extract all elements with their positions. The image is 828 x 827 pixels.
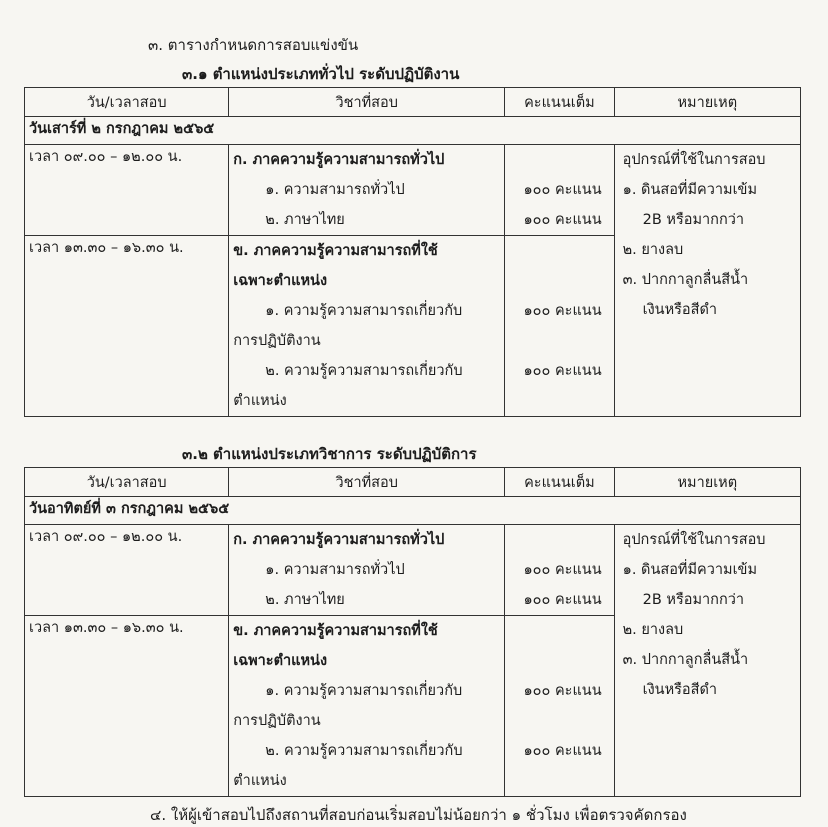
- score-work-knowledge: ๑๐๐ คะแนน: [523, 303, 602, 319]
- remarks-cell: [614, 525, 800, 797]
- part-a-title: ก. ภาคความรู้ความสามารถทั่วไป: [233, 532, 445, 548]
- afternoon-time: เวลา ๑๓.๓๐ – ๑๖.๓๐ น.: [25, 616, 229, 797]
- day-row: [25, 117, 801, 145]
- score-work-knowledge: ๑๐๐ คะแนน: [523, 683, 602, 699]
- remark-pen: ๓. ปากกาลูกลื่นสีน้ำ: [622, 272, 749, 288]
- afternoon-subjects: [229, 616, 505, 797]
- morning-slot-row: [25, 525, 801, 616]
- subject-thai: ๒. ภาษาไทย: [265, 592, 345, 608]
- subject-general-ability: ๑. ความสามารถทั่วไป: [265, 182, 405, 198]
- part-b-title: ข. ภาคความรู้ความสามารถที่ใช้: [233, 623, 438, 639]
- part-b-title: ข. ภาคความรู้ความสามารถที่ใช้: [233, 243, 438, 259]
- section-4-text: ๔. ให้ผู้เข้าสอบไปถึงสถานที่สอบก่อนเริ่มสอบไม่น้อยกว่า ๑ ชั่วโมง เพื่อตรวจคัดกรอง: [150, 806, 687, 824]
- schedule-table-1: [24, 87, 801, 417]
- part-b-title-cont: เฉพาะตำแหน่ง: [233, 273, 328, 289]
- afternoon-scores: [505, 616, 615, 797]
- remarks-title: อุปกรณ์ที่ใช้ในการสอบ: [622, 152, 766, 168]
- header-remarks: หมายเหตุ: [614, 88, 800, 117]
- subject-thai: ๒. ภาษาไทย: [265, 212, 345, 228]
- score-general-ability: ๑๐๐ คะแนน: [523, 562, 602, 578]
- remark-pencil: ๑. ดินสอที่มีความเข้ม: [622, 562, 758, 578]
- morning-time: เวลา ๐๙.๐๐ – ๑๒.๐๐ น.: [25, 145, 229, 236]
- subject-work-knowledge-cont: การปฏิบัติงาน: [233, 333, 321, 349]
- afternoon-scores: [505, 236, 615, 417]
- part-a-title: ก. ภาคความรู้ความสามารถทั่วไป: [233, 152, 445, 168]
- subject-work-knowledge: ๑. ความรู้ความสามารถเกี่ยวกับ: [265, 683, 463, 699]
- part-b-title-cont: เฉพาะตำแหน่ง: [233, 653, 328, 669]
- remark-pen-cont: เงินหรือสีดำ: [642, 302, 718, 318]
- score-general-ability: ๑๐๐ คะแนน: [523, 182, 602, 198]
- remark-eraser: ๒. ยางลบ: [622, 622, 684, 638]
- exam-day: วันอาทิตย์ที่ ๓ กรกฎาคม ๒๕๖๕: [25, 497, 801, 525]
- morning-scores: [505, 145, 615, 236]
- header-subject: วิชาที่สอบ: [229, 88, 505, 117]
- header-full-score: คะแนนเต็ม: [505, 468, 615, 497]
- remark-eraser: ๒. ยางลบ: [622, 242, 684, 258]
- table-2-caption: ๓.๒ ตำแหน่งประเภทวิชาการ ระดับปฏิบัติการ: [182, 445, 477, 463]
- remark-pencil-cont: 2B หรือมากกว่า: [642, 592, 745, 608]
- score-position-knowledge: ๑๐๐ คะแนน: [523, 363, 602, 379]
- morning-subjects: [229, 145, 505, 236]
- morning-scores: [505, 525, 615, 616]
- header-date-time: วัน/เวลาสอบ: [25, 88, 229, 117]
- header-remarks: หมายเหตุ: [614, 468, 800, 497]
- subject-work-knowledge: ๑. ความรู้ความสามารถเกี่ยวกับ: [265, 303, 463, 319]
- remark-pencil: ๑. ดินสอที่มีความเข้ม: [622, 182, 758, 198]
- subject-position-knowledge-cont: ตำแหน่ง: [233, 773, 287, 789]
- morning-time: เวลา ๐๙.๐๐ – ๑๒.๐๐ น.: [25, 525, 229, 616]
- morning-slot-row: [25, 145, 801, 236]
- afternoon-subjects: [229, 236, 505, 417]
- subject-position-knowledge: ๒. ความรู้ความสามารถเกี่ยวกับ: [265, 363, 463, 379]
- remarks-title: อุปกรณ์ที่ใช้ในการสอบ: [622, 532, 766, 548]
- remark-pencil-cont: 2B หรือมากกว่า: [642, 212, 745, 228]
- afternoon-time: เวลา ๑๓.๓๐ – ๑๖.๓๐ น.: [25, 236, 229, 417]
- table-header-row: [25, 88, 801, 117]
- score-position-knowledge: ๑๐๐ คะแนน: [523, 743, 602, 759]
- subject-general-ability: ๑. ความสามารถทั่วไป: [265, 562, 405, 578]
- remarks-cell: [614, 145, 800, 417]
- subject-work-knowledge-cont: การปฏิบัติงาน: [233, 713, 321, 729]
- remark-pen-cont: เงินหรือสีดำ: [642, 682, 718, 698]
- remark-pen: ๓. ปากกาลูกลื่นสีน้ำ: [622, 652, 749, 668]
- header-full-score: คะแนนเต็ม: [505, 88, 615, 117]
- schedule-table-2: [24, 467, 801, 797]
- table-header-row: [25, 468, 801, 497]
- table-1-caption: ๓.๑ ตำแหน่งประเภททั่วไป ระดับปฏิบัติงาน: [182, 65, 460, 83]
- morning-subjects: [229, 525, 505, 616]
- exam-day: วันเสาร์ที่ ๒ กรกฎาคม ๒๕๖๕: [25, 117, 801, 145]
- subject-position-knowledge-cont: ตำแหน่ง: [233, 393, 287, 409]
- subject-position-knowledge: ๒. ความรู้ความสามารถเกี่ยวกับ: [265, 743, 463, 759]
- score-thai: ๑๐๐ คะแนน: [523, 212, 602, 228]
- header-subject: วิชาที่สอบ: [229, 468, 505, 497]
- day-row: [25, 497, 801, 525]
- header-date-time: วัน/เวลาสอบ: [25, 468, 229, 497]
- score-thai: ๑๐๐ คะแนน: [523, 592, 602, 608]
- section-3-title: ๓. ตารางกำหนดการสอบแข่งขัน: [148, 36, 359, 54]
